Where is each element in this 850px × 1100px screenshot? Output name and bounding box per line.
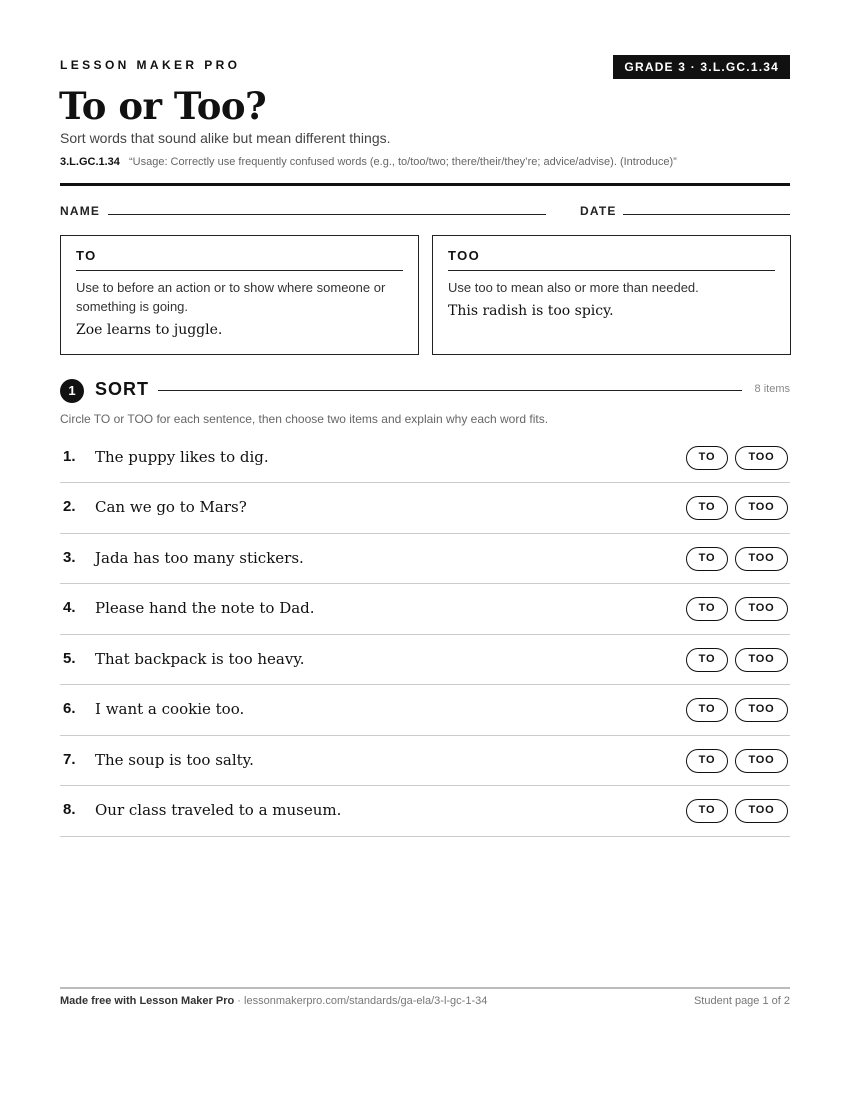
choice-to-button[interactable]: TO [686, 648, 728, 672]
item-number: 4. [63, 599, 76, 616]
choice-too-button[interactable]: TOO [735, 648, 788, 672]
item-sentence: Our class traveled to a museum. [95, 801, 342, 819]
choice-too-button[interactable]: TOO [735, 749, 788, 773]
section-number-badge: 1 [60, 379, 84, 403]
item-number: 2. [63, 498, 76, 515]
section-title: SORT [95, 379, 150, 399]
sentence-item [60, 635, 790, 685]
standard-description: “Usage: Correctly use frequently confused words (e.g., to/too/two; there/their/they’re; advice/advise). (Introduce)” [128, 156, 677, 168]
footer-url[interactable]: lessonmakerpro.com/standards/ga-ela/3-l-gc-1-34 [244, 995, 488, 1007]
choice-to-button[interactable]: TO [686, 698, 728, 722]
definition-text: Use to before an action or to show where someone or something is going. [76, 280, 386, 314]
definition-word: TO [76, 248, 403, 271]
section-instructions: Circle TO or TOO for each sentence, then choose two items and explain why each word fits. [60, 412, 549, 426]
date-label: DATE [580, 204, 617, 218]
definition-example: This radish is too spicy. [448, 303, 614, 319]
choice-too-button[interactable]: TOO [735, 698, 788, 722]
item-number: 1. [63, 448, 76, 465]
choice-to-button[interactable]: TO [686, 496, 728, 520]
definition-card-too [432, 235, 791, 355]
item-number: 5. [63, 650, 76, 667]
choice-to-button[interactable]: TO [686, 597, 728, 621]
item-number: 6. [63, 700, 76, 717]
sentence-item [60, 433, 790, 483]
date-field[interactable] [623, 214, 790, 215]
footer-credit [60, 995, 487, 1007]
item-sentence: That backpack is too heavy. [95, 650, 305, 668]
choice-too-button[interactable]: TOO [735, 799, 788, 823]
sentence-item [60, 534, 790, 584]
item-sentence: The soup is too salty. [95, 751, 254, 769]
sentence-item [60, 483, 790, 534]
definition-text: Use too to mean also or more than needed. [448, 280, 699, 295]
choice-to-button[interactable]: TO [686, 749, 728, 773]
definition-word: TOO [448, 248, 775, 271]
page-title: To or Too? [59, 84, 267, 128]
sentence-list [60, 433, 790, 837]
choice-too-button[interactable]: TOO [735, 547, 788, 571]
name-field[interactable] [108, 214, 546, 215]
item-number: 3. [63, 549, 76, 566]
item-number: 8. [63, 801, 76, 818]
item-count: 8 items [754, 383, 790, 395]
item-sentence: The puppy likes to dig. [95, 448, 269, 466]
sentence-item [60, 584, 790, 635]
footer-separator: · [237, 995, 245, 1007]
sentence-item [60, 786, 790, 837]
choice-too-button[interactable]: TOO [735, 496, 788, 520]
choice-too-button[interactable]: TOO [735, 446, 788, 470]
choice-to-button[interactable]: TO [686, 799, 728, 823]
name-label: NAME [60, 204, 101, 218]
item-sentence: Can we go to Mars? [95, 498, 247, 516]
standard-code: 3.L.GC.1.34 [60, 156, 120, 168]
definition-card-to [60, 235, 419, 355]
choice-to-button[interactable]: TO [686, 547, 728, 571]
item-sentence: I want a cookie too. [95, 700, 245, 718]
choice-to-button[interactable]: TO [686, 446, 728, 470]
footer-divider [60, 987, 790, 989]
definition-example: Zoe learns to juggle. [76, 322, 223, 338]
item-sentence: Jada has too many stickers. [95, 549, 304, 567]
standard-line [60, 156, 677, 168]
section-divider [158, 390, 742, 391]
footer-page-label: Student page 1 of 2 [693, 995, 790, 1007]
grade-badge: GRADE 3 · 3.L.GC.1.34 [613, 55, 790, 79]
choice-too-button[interactable]: TOO [735, 597, 788, 621]
header-divider [60, 183, 790, 186]
sentence-item [60, 685, 790, 736]
item-sentence: Please hand the note to Dad. [95, 599, 315, 617]
page-subtitle: Sort words that sound alike but mean different things. [60, 130, 391, 146]
footer-made-with: Made free with Lesson Maker Pro [60, 995, 235, 1007]
sentence-item [60, 736, 790, 786]
brand-name: LESSON MAKER PRO [60, 58, 241, 72]
item-number: 7. [63, 751, 76, 768]
